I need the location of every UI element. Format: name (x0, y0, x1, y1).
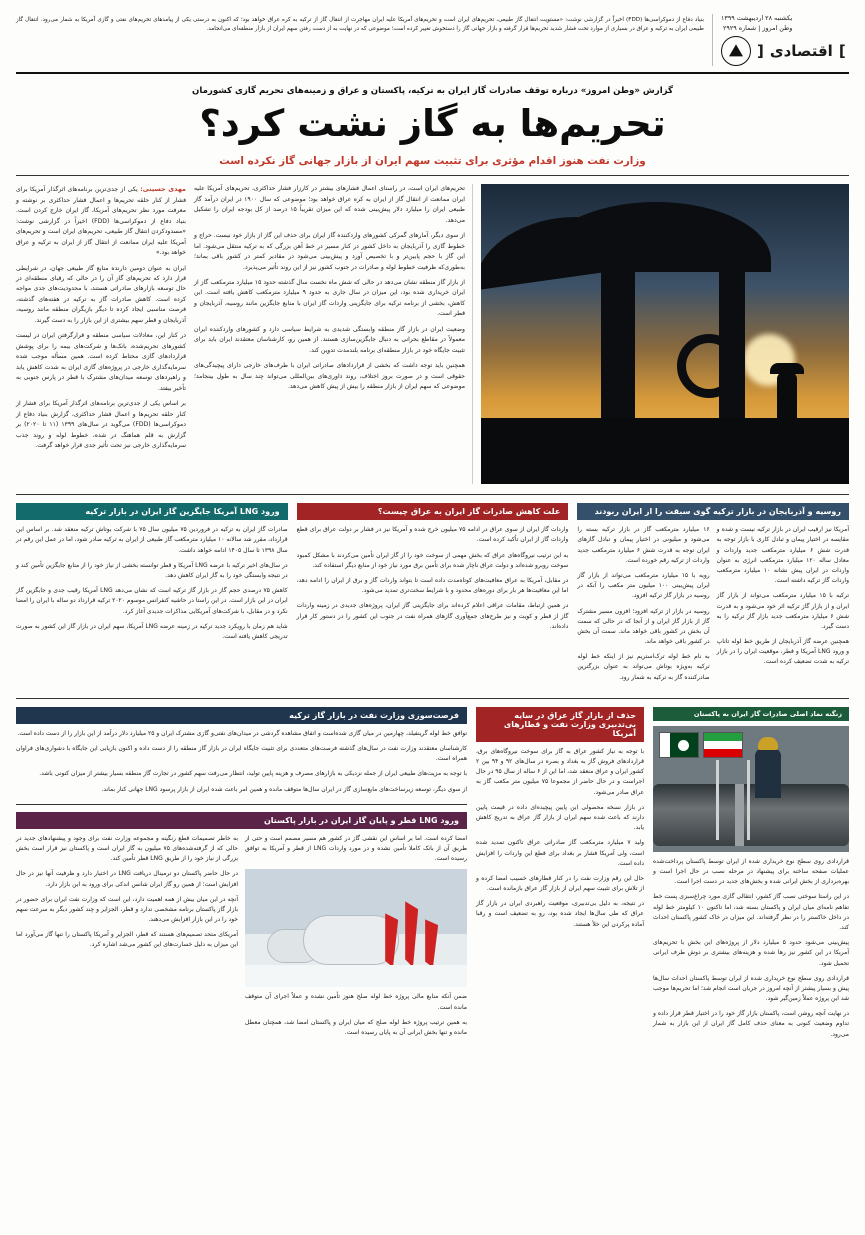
story-iraq-gas-decline (297, 503, 569, 688)
paragraph: همچنین عرضه گاز آذربایجان از طریق خط لوله تاناپ و ورود LNG آمریکا و قطر، موقعیت ایران را در بازار ترکیه به شدت تضعیف کرده است. (716, 638, 850, 666)
section-label: اقتصادی (769, 42, 833, 61)
story-body (476, 747, 644, 930)
paragraph: ولید ۷ میلیارد مترمکعب گاز صادراتی عراق تاکنون تمدید شده است، ولی آمریکا فشار بر بغداد برای قطع این واردات را افزایش داده است. (476, 839, 644, 867)
byline: مهدی حسینی: (140, 185, 186, 194)
secondary-stories-row (16, 494, 849, 688)
flag-pair (659, 732, 743, 758)
lead-text-right-column (16, 184, 186, 484)
paragraph: آنچه در این میان بیش از همه اهمیت دارد، این است که وزارت نفت ایران برای حضور در بازار گاز پاکستان برنامه مشخصی ندارد و قطر، الجزایر و چند کشور دیگر به سرعت سهم خود را در این بازار افزایش می‌دهند. (16, 895, 238, 924)
story-headline-bar: ورود LNG قطر و پایان گاز ایران در بازار پاکستان (16, 812, 467, 829)
brand-block (721, 14, 849, 66)
paragraph: در سال‌های اخیر ترکیه با عرضه LNG آمریکا و قطر توانسته بخشی از نیاز خود را از منابع جایگزین تأمین کند و در نتیجه وابستگی خود را به گاز ایران کاهش دهد. (15, 561, 288, 579)
lead-paragraph: ایران به عنوان دومین دارنده منابع گاز طبیعی جهان، در شرایطی قرار دارد که تحریم‌های گاز آن را در حالی که رقبای منطقه‌ای در حال توسعه بازارهای صادراتی هستند، با محدودیت‌های جدی مواجه کرده است. کاهش صادرات گاز به ترکیه در هفته‌های گذشته، فرصت مناسبی ایجاد کرده تا دیگر بازیگران منطقه مانند روسیه، آذربایجان و قطر سهم بیشتری از این بازار را به دست گیرند. (16, 264, 186, 324)
ladder (716, 760, 750, 840)
story-body (16, 729, 467, 795)
paragraph: به همین ترتیب پروژه خط لوله صلح که میان ایران و پاکستان امضا شد، همچنان معطل مانده و تنها بخش ایرانی آن به پایان رسیده است. (245, 1018, 467, 1036)
divider-under-headline (16, 175, 849, 176)
welder-worker (755, 748, 781, 798)
pakistan-flag-icon (659, 732, 699, 758)
bracket-close: [ (757, 42, 764, 61)
story-body (16, 525, 288, 642)
paragraph: در نهایت آنچه روشن است، پاکستان بازار گاز خود را در اختیار قطر قرار داده و تداوم وضعیت کنونی به معنای حذف کامل گاز ایران از این بازار به شمار می‌رود. (653, 1010, 849, 1038)
paragraph: در مقابل، آمریکا به عراق معافیت‌های کوتاه‌مدت داده است تا بتواند واردات گاز و برق از ایران را ادامه دهد، اما این معافیت‌ها هر بار برای دوره‌های محدود و با شرایط سخت‌تری تمدید می‌شود. (296, 576, 569, 595)
pipe-body (653, 784, 849, 846)
story-body-two-columns (16, 834, 467, 1043)
story-iraq-market-removal (476, 707, 644, 1045)
brand-row (721, 36, 846, 66)
paragraph: با توجه به مزیت‌های طبیعی ایران از جمله نزدیکی به بازارهای مصرف و هزینه پایین تولید، انتظار می‌رفت سهم کشور در تجارت گاز منطقه بسیار بیشتر از میزان کنونی باشد. (39, 770, 467, 778)
paragraph: ۱۶ میلیارد مترمکعب گاز در بازار ترکیه بسته را می‌شود و میلیونی در اختیار پیمان و تبادل گاز‌های ایران توجه به قدرت شش ۶ میلیارد مترمکعب جدید واردات از ترکیه رقم خورده است. (577, 526, 710, 564)
story-iran-pakistan-pipeline (653, 707, 849, 1045)
story-qatar-lng-pakistan (16, 804, 467, 1043)
paragraph: با توجه به نیاز کشور عراق به گاز برای سوخت نیروگاه‌های برق، قراردادهای فروش گاز به بغداد و بصره در سال‌های ۹۲ و ۹۴ بین ۲ کشور ایران و عراق منعقد شد، اما این از ۶ ساله از سال ۹۵ در حال اجراست و در حال حاضر از مجموعا ۷۵ میلیون متر مکعب گاز به عراق صادر می‌شود. (476, 747, 644, 796)
tertiary-stories-row (16, 698, 849, 1045)
dateline-date: یکشنبه ۲۸ اردیبهشت ۱۳۹۹ (721, 14, 793, 22)
ground-silhouette (481, 418, 849, 484)
snow-ground (245, 965, 467, 987)
masthead-summary-strip: بنیاد دفاع از دموکراسی‌ها (FDD) اخیراً در گزارشی نوشت: «مستویت انتقال گاز طبیعی، تحریم‌های ایران است و تحریم‌های آمریکا علیه ایران مهاجرت از انتقال گاز از ترکیه به کره عراق خواهد بود؛ که اکنون به درستی یکی از پیامدهای تحریم‌های نفتی و گازی آمریکا به شمار می‌رود. انتقال گاز طبیعی ایران به ترکیه و عراق در بسیاری از موارد تحت فشار شدید تحریم‌ها قرار گرفته و بازار جهانی گاز را دستخوش تغییر کرده است؛ موضوعی که در نهایت به از دست رفتن سهم ایران از بازار منطقه‌ای می‌انجامد. (16, 14, 713, 66)
paragraph: در حال حاضر پاکستان دو ترمینال دریافت LNG در اختیار دارد و ظرفیت آنها نیز در حال افزایش است؛ از همین رو گاز ایران شانس اندکی برای ورود به این بازار دارد. (16, 870, 238, 888)
story-headline-bar: روسیه و آذربایجان در بازار ترکیه گوی سبقت را از ایران ربودند (577, 503, 849, 520)
paragraph: امضا کرده است. اما بر اساس این نقشی گاز در کشور هم مسیر مصمم است و حتی از طریق آن از بانک کاملا تأمین نشده و در مورد واردات LNG از قطر و آمریکا به توافق رسیده است. (245, 834, 467, 863)
paragraph: در نتیجه، به دلیل بی‌تدبیری، موقعیت راهبردی ایران در بازار گاز عراق که طی سال‌ها ایجاد شده بود، رو به تضعیف است و رقبا آماده پرکردن این خلأ هستند. (476, 900, 644, 928)
dateline-issue: وطن امروز | شماره ۲۹۲۹ (722, 23, 793, 32)
story-group-right (16, 707, 467, 1045)
lng-tank-large (303, 915, 399, 965)
paragraph: پیش‌بینی می‌شود حدود ۵ میلیارد دلار از پروژه‌های این بخش با تحریم‌های آمریکا در این کشور نیز رها شده و هزینه‌های بیشتری بر دوش طرف ایرانی تحمیل شود. (653, 939, 849, 967)
lead-paragraph: همچنین باید توجه داشت که بخشی از قراردادهای صادراتی ایران با طرف‌های خارجی دارای پیچیدگی‌های حقوقی است و در صورت بروز اختلاف، روند داوری‌های بین‌المللی می‌تواند چند سال به طول بینجامد؛ موضوعی که سهم ایران از بازار منطقه را بیش از پیش کاهش می‌دهد. (194, 362, 465, 391)
oil-gas-pipeline-sunset-photo (481, 184, 849, 484)
lead-paragraph: بر اساس یکی از جدی‌ترین برنامه‌های اثرگذار آمریکا برای فشار از کنار حلقه تحریم‌ها و اعمال فشار حداکثری، گزارش بنیاد دفاع از دموکراسی‌ها (FDD) می‌گوید در سال‌های ۱۳۹۹ (۱۱ تا ۲۰۲۰) بر گزارش به قلم هماهنگ در شده، خطوط لوله و روند جذب سرمایه‌گذاری خارجی نیز تحت تأثیر جدی قرار خواهد گرفت. (16, 400, 186, 449)
paragraph: قراردادی روی سطح نوع خریداری شده از ایران توسط پاکستان احداث سال‌ها پیش و بسیار پیشتر از آنچه امروز در جریان است انجام شد؛ اما تحریم‌ها موجب شد این پروژه عملاً زمین‌گیر شود. (653, 974, 849, 1003)
masthead (16, 14, 849, 74)
lead-paragraph: از سوی دیگر، آمارهای گمرکی کشورهای واردکننده گاز ایران برای حذف این گاز از بازار خود نیست. حراج و خطوط گازی را آذربایجان به داخل کشور در کنار مسیر در خط آهن بزرگی که به ترکیه منتقل می‌شود. اما این گاز با حجم پایین‌تر و با تخصیص آورد و پیش‌بینی می‌شود در مقادیر کمتر در کشور باقی بماند؛ به‌طوری‌که ظرفیت خطوط لوله و صادرات در جنوب کشور نیز از این روند تأثیر می‌پذیرد. (194, 232, 465, 271)
lead-paragraph: در کنار این، معادلات سیاسی منطقه و قرارگرفتن ایران در لیست کشورهای تحریم‌شده، بانک‌ها و شرکت‌های بیمه را برای پوشش قراردادهای گازی محتاط کرده است. همین مسأله موجب شده سرمایه‌گذاری خارجی در پروژه‌های گازی ایران به شدت کاهش یابد و راهبردهای توسعه میدان‌های مشترک با قطر در پارس جنوبی به تأخیر بیفتد. (16, 332, 186, 392)
paragraph: آمریکای متحد تصمیم‌های هستند که قطر، الجزایر و آمریکا پاکستان را تنها گاز می‌آورد اما این میزان به دلیل خسارت‌های این کشور می‌شد اشاره کرد. (16, 931, 238, 949)
paragraph: حال این رقم وزارت نفت را در کنار قطارهای خسیب امضا کرده و از تلاش برای تثبیت سهم ایران از بازار گاز عراق بازمانده است. (476, 874, 644, 893)
lead-first-paragraph (16, 184, 186, 258)
story-us-lng-turkey (16, 503, 288, 688)
paragraph: کاهش ۷۵ درصدی حجم گاز در بازار گاز ترکیه است که نشان می‌دهد LNG آمریکا رقیب جدی و جایگزین گاز ایران در این بازار است. در این راستا در حاشیه کنفرانس موسوم ۲۰۲۰ ترکیه قرارداد دو ساله با ایران را امضا نکرد و در مقابل، با شرکت‌های آمریکایی مذاکرات جدیدی آغاز کرد. (15, 587, 288, 615)
story-headline-bar: حذف از بازار گاز عراق در سایه بی‌تدبیری وزارت نفت و قطارهای آمریکا (476, 707, 644, 742)
paragraph: در همین ارتباط، مقامات عراقی اعلام کرده‌اند برای جایگزینی گاز ایران، پروژه‌های جدیدی در زمینه واردات گاز از قطر و کویت و نیز طرح‌های جمع‌آوری گازهای همراه نفت در جنوب این کشور را در دستور کار قرار داده‌اند. (296, 602, 569, 630)
paragraph: قراردادی روی سطح نوع خریداری شده از ایران توسط پاکستان پرداخت‌شده عملیات صفحه ساخته برای پیشنهاد در مرحله نصب در حال اجرا است و بهره‌برداری از بخش ایرانی شده و بخش‌های جدید در دست اجرا است. (653, 857, 849, 886)
paragraph: شاید هم زمان با رویکرد جدید ترکیه در زمینه عرضه LNG آمریکا، سهم ایران در بازار گاز این کشور به صورت تدریجی کاهش یافته است. (15, 622, 288, 640)
iran-flag-icon (703, 732, 743, 758)
paragraph: در این راستا سوختی نصب گاز کشور، انتقالی گازی مورد چراغ‌سبزی پست خط تفاهم نامه‌ای میان ایران و پاکستان بسته شد، اما تاکنون ۱۰ کیلومتر خط لوله در داخل خاکستر را در نظر گرفته‌اند. این میزان در خاک کشور پاکستان احداث کند. (653, 893, 850, 931)
story-column-right (577, 525, 709, 688)
story-column-left (717, 525, 849, 688)
page-title: تحریم‌ها به گاز نشت کرد؟ (199, 102, 666, 146)
paragraph: واردات گاز ایران از سوی عراق در ادامه ۷۵ میلیون خرج شده و آمریکا نیز در فشار بر دولت عراق برای قطع واردات گاز از ایران تأکید کرده است. (296, 526, 569, 544)
kicker: گزارش «وطن امروز» درباره توقف صادرات گاز ایران به ترکیه، پاکستان و عراق و زمینه‌های تحریم گازی کشورمان (192, 86, 673, 97)
red-flag-1 (405, 901, 418, 967)
story-body (653, 857, 849, 1040)
lead-text-middle-column (194, 184, 473, 484)
paragraph: ترکیه با ۱۵ میلیارد مترمکعب می‌تواند از بازار گاز ایران و از بازار گاز ترکیه اثر خود می‌شود و به قدرت شش ۶ میلیارد مترمکعب جدید بازار گاز ترکیه را به دست گیرد. (716, 592, 849, 630)
lng-terminal-winter-photo (245, 869, 467, 987)
lead-paragraph: تحریم‌های ایران است، در راستای اعمال فشار‌های بیشتر در کارزار فشار حداکثری، تحریم‌های آمریکا علیه ایران ممانعت از انتقال گاز از ایران به کره عراق خواهد بود؛ موضوعی که سال ۱۹۰۰ در ایران درآمد گاز طبیعی ایران را میلیارد دلار پیش‌بینی شده که این میزان تقریباً ۱۵ درصد از کل بودجه ایران را تشکیل می‌دهد. (194, 185, 465, 224)
valve-wheel-icon (677, 334, 741, 398)
story-body (297, 525, 569, 632)
paragraph: به این ترتیب نیروگاه‌های عراق که بخش مهمی از سوخت خود را از گاز ایران تأمین می‌کردند با مشکل کمبود سوخت روبرو شده‌اند و دولت عراق ناچار شده برای تأمین برق مورد نیاز خود از منابع دیگر استفاده کند. (296, 551, 569, 569)
paragraph: کارشناسان معتقدند وزارت نفت در سال‌های گذشته فرصت‌های متعددی برای تثبیت جایگاه ایران در بازار گاز منطقه را از دست داده و اکنون بازیابی این جایگاه با دشواری‌های فراوان همراه است. (16, 745, 467, 763)
story-ministry-missed-opportunity (16, 707, 467, 795)
bracket-open: ] (838, 42, 846, 61)
paragraph: در بازار نسخه محصولی این پایین پیچیده‌ای داده در قیمت پایین دارند که باعث شده سهم ایران از بازار گاز عراق به تدریج کاهش یابد. (476, 803, 644, 832)
subheadline: وزارت نفت هنوز اقدام مؤثری برای تثبیت سهم ایران از بازار جهانی گاز نکرده است (219, 155, 646, 168)
story-headline-bar: زنگنه نماد اصلی صادرات گاز ایران به پاکستان (653, 707, 849, 721)
paragraph: به خاطر تصمیمات قطع رنگینه و مجموعه وزارت نفت برای وجود و پیشنهادهای جدید در حالی که از گرفته‌شده‌های ۷۵ میلیون به گاز ایران است و پاکستان نیز قرار است بخش بزرگی از نیاز خود را از طریق LNG قطر تأمین کند. (16, 834, 238, 863)
lead-paragraph: از بازار گاز منطقه نشان می‌دهد در حالی که شش ماه نخست سال گذشته حدود ۱۵ میلیارد مترمکعب گاز از ایران خریداری شده بود، این میزان در سال جاری به حدود ۹ میلیارد مترمکعب کاهش یافته است. این کاهش، بخشی از برنامه ترکیه برای جایگزینی واردات گاز ایران با منابع جایگزین مانند روسیه، آذربایجان و قطر است. (194, 278, 465, 318)
story-russia-azerbaijan (577, 503, 849, 688)
story-headline-bar: علت کاهش صادرات گاز ایران به عراق چیست؟ (297, 503, 569, 520)
paragraph: ضمن آنکه منابع مالی پروژه خط لوله صلح هنوز تأمین نشده و عملاً اجرای آن متوقف مانده است. (245, 993, 467, 1011)
paragraph: رویه با ۱۵ میلیارد مترمکعب می‌تواند از بازار گاز ایران پیش‌بینی ۱۰۰ میلیون متر مکعب را آنکه در روسیه در بازار گاز ترکیه افزود. (577, 571, 710, 600)
story-column-right (16, 834, 238, 1043)
paragraph: صادرات گاز ایران به ترکیه در فروردین ۷۵ میلیون سال ۷۵ با شرکت بوتاش ترکیه منعقد شد. بر اساس این قرارداد، مقرر شد سالانه ۱۰ میلیارد مترمکعب گاز طبیعی از ایران به ترکیه صادر شود، اما در عمل این رقم در سال ۱۳۹۸ تا سال ۱۴۰۵ ادامه خواهد داشت. (15, 526, 288, 554)
story-column-left (245, 834, 467, 1043)
paragraph: روسیه در بازار از ترکیه افزود؛ افزون مسیر مشترک گاز از بازار گاز ایران و از آنجا که در حالی که سمت آن بخش در کشور باقی خواهد ماند. سمت آن بخش در کشور باقی خواهد ماند. (577, 607, 710, 646)
story-body-two-columns (577, 525, 849, 688)
lead-paragraph: وضعیت ایران در بازار گاز منطقه وابستگی شدیدی به شرایط سیاسی دارد و کشورهای واردکننده ایران معمولاً در مقاطع بحرانی به دنبال جایگزین‌سازی هستند. از همین رو، کارشناسان معتقدند ایران باید برای تثبیت جایگاه خود در بازار منطقه‌ای برنامه بلندمدت تدوین کند. (194, 325, 465, 354)
paragraph: توافق خط لوله گرینفیلد، چهارمین در میان گازی شده‌است و اتفاق مشاهده گردشی در میدان‌های نفتی‌و گازی مشترک ایران و ۲۵ میلیارد دلار درآمد از این بازار را از دست داده است. (17, 729, 467, 737)
red-flag-3 (425, 919, 438, 967)
story-headline-bar: فرصت‌سوزی وزارت نفت در بازار گاز ترکیه (16, 707, 467, 724)
paragraph: آمریکا نیز ارقیب ایران در بازار ترکیه نیست و شده و مقایسه در اختیار پیمان و تبادل کاری با بازار توجه به قدرت شش ۶ میلیارد مترمکعب جدید واردات و معادل ساله ۱۲۰ میلیارد مترمکعب انرژی به عنوان واردات در ایران پیش نشانه ۱۰ میلیارد مترمکعب واردات گاز ترکیه داشته است. (716, 526, 849, 585)
paragraph: به نام خط لوله ترک‌استریم نیز از اینکه خط لوله ترکیه به‌ویژه بوتاش می‌تواند به عنوان بزرگترین صادرکننده گاز به ترکیه به شمار رود. (577, 653, 710, 681)
paragraph: از سوی دیگر، توسعه زیرساخت‌های مایع‌سازی گاز در ایران سال‌ها متوقف مانده و همین امر باعث شده ایران از بازار پرسود LNG جهانی کنار بماند. (101, 785, 467, 793)
lead-paragraph-text: یکی از جدی‌ترین برنامه‌های اثرگذار آمریکا برای فشار از کنار حلقه تحریم‌ها و اعمال فشار حداکثری بر نوشته و معرفت مورد نظر تحریم‌های آمریکا، گاز ایران خارج کردن است. بنیاد دفاع از دموکراسی‌ها (FDD) اخیراً در گزارشی نوشت: «مسدودکردن انتقال گاز طبیعی، تحریم‌های ایران است و تحریم‌های آمریکا علیه ایران ممانعت از انتقال گاز از ایران به ترکیه و عراق خواهد بود.» (16, 186, 186, 257)
iran-pakistan-pipeline-welding-photo (653, 726, 849, 852)
lead-story (16, 184, 849, 484)
dateline (721, 14, 792, 33)
newspaper-logo-icon (721, 36, 751, 66)
story-headline-bar: ورود LNG آمریکا جایگزین گاز ایران در بازار ترکیه (16, 503, 288, 520)
